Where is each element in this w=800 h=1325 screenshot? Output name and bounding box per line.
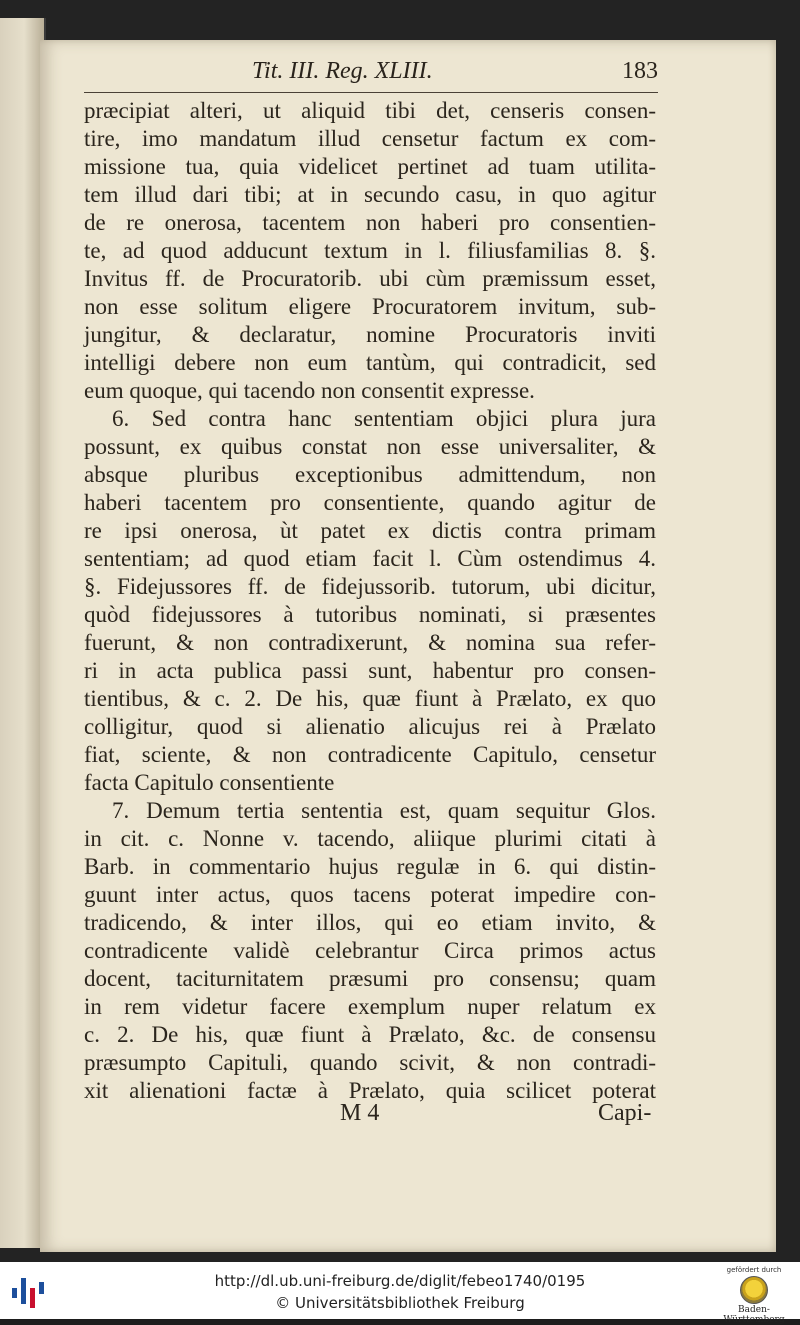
text-line: fuerunt, & non contradixerunt, & nomina sua refer- bbox=[84, 630, 656, 655]
text-line: xit alienationi factæ à Prælato, quia scilicet poterat bbox=[84, 1078, 656, 1103]
text-line: præcipiat alteri, ut aliquid tibi det, censeris consen- bbox=[84, 98, 656, 123]
funder-badge bbox=[714, 1266, 794, 1325]
text-line: quòd fidejussores à tutoribus nominati, si præsentes bbox=[84, 602, 656, 627]
permalink-url[interactable]: http://dl.ub.uni-freiburg.de/diglit/febeo1740/0195 bbox=[214, 1272, 586, 1290]
text-line: colligitur, quod si alienatio alicujus rei à Prælato bbox=[84, 714, 656, 739]
text-line: eum quoque, qui tacendo non consentit expresse. bbox=[84, 378, 535, 403]
text-line: tradicendo, & inter illos, qui eo etiam invito, & bbox=[84, 910, 656, 935]
text-line: jungitur, & declaratur, nomine Procuratoris inviti bbox=[84, 322, 656, 347]
text-line: c. 2. De his, quæ fiunt à Prælato, &c. de consensu bbox=[84, 1022, 656, 1047]
text-line: facta Capitulo consentiente bbox=[84, 770, 335, 795]
text-line: tientibus, & c. 2. De his, quæ fiunt à Prælato, ex quo bbox=[84, 686, 656, 711]
catchword: Capi- bbox=[598, 1100, 652, 1126]
text-line: §. Fidejussores ff. de fidejussorib. tutorum, ubi dicitur, bbox=[84, 574, 656, 599]
running-head-title: Tit. III. Reg. XLIII. bbox=[252, 58, 433, 84]
text-line: missione tua, quia videlicet pertinet ad tuam utilita- bbox=[84, 154, 656, 179]
text-line: haberi tacentem pro consentiente, quando agitur de bbox=[84, 490, 656, 515]
running-head bbox=[252, 58, 658, 88]
coat-of-arms-icon bbox=[740, 1276, 768, 1304]
page-number: 183 bbox=[622, 58, 658, 84]
text-line: non esse solitum eligere Procuratorem invitum, sub- bbox=[84, 294, 656, 319]
text-line: te, ad quod adducunt textum in l. filiusfamilias 8. §. bbox=[84, 238, 656, 263]
text-line: præsumpto Capituli, quando scivit, & non contradi- bbox=[84, 1050, 656, 1075]
text-line: possunt, ex quibus constat non esse universaliter, & bbox=[84, 434, 656, 459]
text-line: 7. Demum tertia sententia est, quam sequitur Glos. bbox=[112, 798, 656, 823]
text-line: intelligi debere non eum tantùm, qui contradicit, sed bbox=[84, 350, 656, 375]
text-line: guunt inter actus, quos tacens poterat impedire con- bbox=[84, 882, 656, 907]
text-line: tire, imo mandatum illud censetur factum ex com- bbox=[84, 126, 656, 151]
text-line: ri in acta publica passi sunt, habentur pro consen- bbox=[84, 658, 656, 683]
funder-name: Baden-Württemberg bbox=[723, 1305, 785, 1325]
text-line: de re onerosa, tacentem non haberi pro consentien- bbox=[84, 210, 656, 235]
text-line: Invitus ff. de Procuratorib. ubi cùm præmissum esset, bbox=[84, 266, 656, 291]
text-line: contradicente validè celebrantur Circa primos actus bbox=[84, 938, 656, 963]
text-line: docent, taciturnitatem præsumi pro consensu; quam bbox=[84, 966, 656, 991]
signature-mark: M 4 bbox=[340, 1100, 380, 1126]
text-line: in rem videtur facere exemplum nuper relatum ex bbox=[84, 994, 656, 1019]
copyright-notice: © Universitätsbibliothek Freiburg bbox=[275, 1294, 525, 1312]
text-line: re ipsi onerosa, ùt patet ex dictis contra primam bbox=[84, 518, 656, 543]
funder-caption: gefördert durch bbox=[726, 1266, 782, 1274]
text-line: sententiam; ad quod etiam facit l. Cùm ostendimus 4. bbox=[84, 546, 656, 571]
text-line: tem illud dari tibi; at in secundo casu, in quo agitur bbox=[84, 182, 656, 207]
text-line: in cit. c. Nonne v. tacendo, aliique plurimi citati à bbox=[84, 826, 656, 851]
text-line: 6. Sed contra hanc sententiam objici plura jura bbox=[112, 406, 656, 431]
text-line: fiat, sciente, & non contradicente Capitulo, censetur bbox=[84, 742, 656, 767]
viewer-footer-bar bbox=[0, 1262, 800, 1325]
text-line: absque pluribus exceptionibus admittendum, non bbox=[84, 462, 656, 487]
header-rule bbox=[84, 92, 658, 93]
text-line: Barb. in commentario hujus regulæ in 6. qui distin- bbox=[84, 854, 656, 879]
